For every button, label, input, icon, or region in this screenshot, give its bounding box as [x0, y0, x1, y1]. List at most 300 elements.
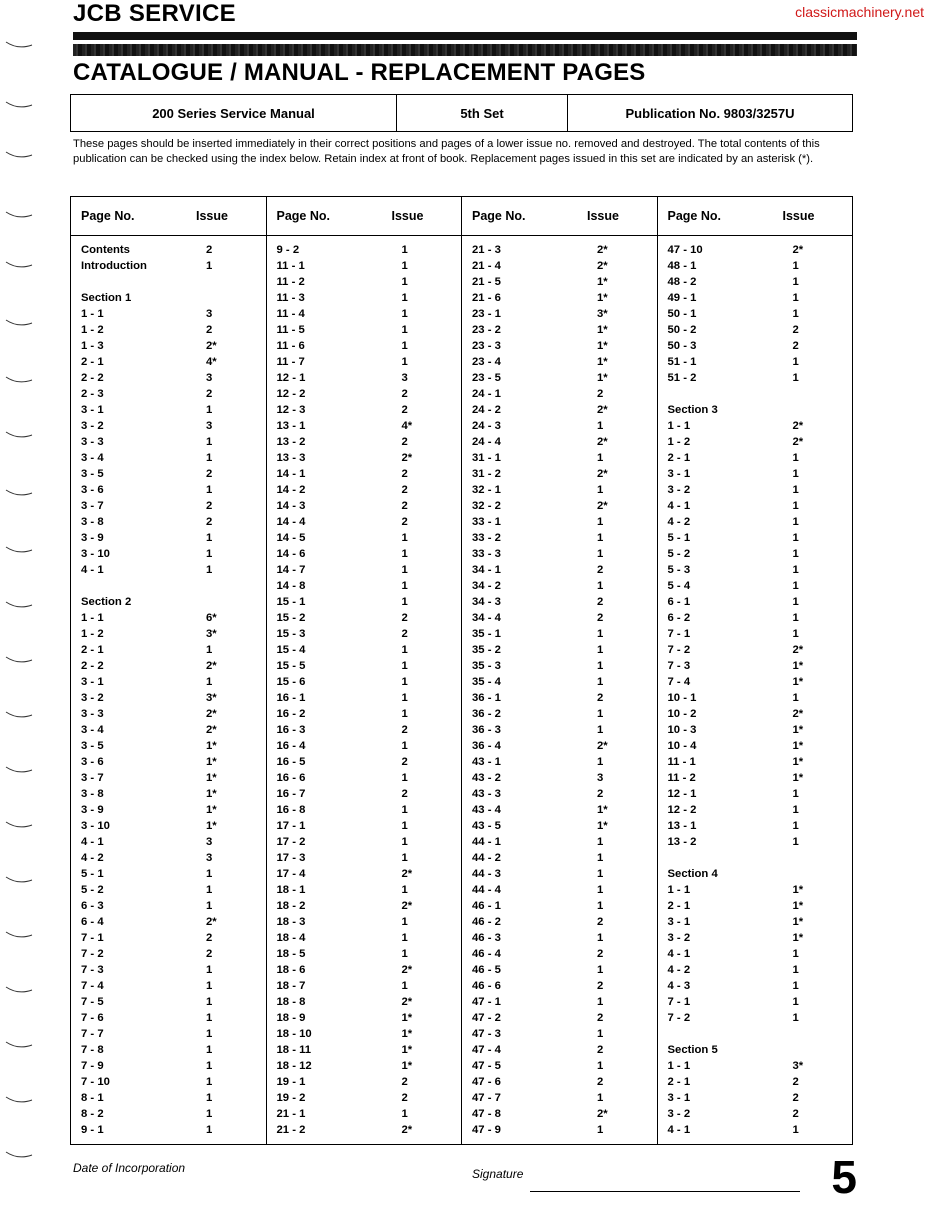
- page-number-cell: 18 - 1: [276, 884, 306, 896]
- index-row: [472, 514, 651, 530]
- index-row: [472, 482, 651, 498]
- page-number-cell: 2 - 1: [667, 1076, 691, 1088]
- issue-cell: 2*: [597, 260, 608, 272]
- issue-cell: 2: [206, 324, 213, 336]
- page-number-cell: 43 - 3: [472, 788, 501, 800]
- issue-cell: 1*: [792, 740, 804, 752]
- issue-cell: 1*: [792, 772, 804, 784]
- index-row: [277, 738, 456, 754]
- page-number-cell: 21 - 2: [276, 1124, 306, 1136]
- page-number-cell: 36 - 4: [472, 740, 501, 752]
- issue-cell: 1*: [206, 820, 217, 832]
- issue-cell: [793, 1042, 823, 1058]
- index-row: [277, 530, 456, 546]
- index-row: [81, 898, 260, 914]
- page-number-cell: 43 - 5: [472, 820, 501, 832]
- page-number-cell: 1 - 2: [81, 628, 104, 640]
- page-number-cell: 7 - 2: [667, 1012, 691, 1024]
- index-row: [81, 466, 260, 482]
- page-number-cell: 18 - 7: [276, 980, 306, 992]
- page-number-cell: 3 - 6: [81, 484, 104, 496]
- index-row: [277, 930, 456, 946]
- issue-cell: 3: [206, 836, 213, 848]
- page-number-cell: 32 - 1: [472, 484, 501, 496]
- set-number: 5th Set: [397, 95, 568, 131]
- page-number-cell: 2 - 2: [81, 660, 104, 672]
- page-number-cell: 15 - 6: [276, 676, 306, 688]
- index-row: [81, 498, 260, 514]
- index-row: [668, 898, 847, 914]
- section-heading: [81, 594, 260, 610]
- page-number-cell: 3 - 2: [667, 484, 691, 496]
- issue-cell: 1: [792, 692, 799, 704]
- page-number-cell: 17 - 4: [276, 868, 306, 880]
- index-row: [472, 818, 651, 834]
- page-number-cell: 1 - 1: [81, 308, 104, 320]
- index-row: [277, 626, 456, 642]
- issue-cell: 1: [206, 1108, 213, 1120]
- page-number-cell: 10 - 3: [667, 724, 697, 736]
- issue-cell: 1: [206, 1076, 213, 1088]
- page-number-cell: 23 - 3: [472, 340, 501, 352]
- page-number-cell: 47 - 9: [472, 1124, 501, 1136]
- issue-cell: 1: [597, 1124, 604, 1136]
- issue-cell: 1*: [597, 804, 608, 816]
- index-row: [81, 1058, 260, 1074]
- index-row: [81, 802, 260, 818]
- issue-cell: 2*: [206, 916, 217, 928]
- issue-cell: 1*: [597, 292, 608, 304]
- issue-cell: 2: [206, 388, 213, 400]
- issue-cell: 1: [597, 836, 604, 848]
- page-number-cell: Introduction: [81, 260, 147, 272]
- page-number-cell: 3 - 8: [81, 788, 104, 800]
- index-row: [472, 386, 651, 402]
- date-of-incorporation-label: Date of Incorporation: [73, 1161, 186, 1175]
- column-header: [267, 197, 462, 236]
- section-label: Section 3: [667, 404, 718, 416]
- index-row: [81, 818, 260, 834]
- issue-cell: 2: [597, 1044, 604, 1056]
- page-number-cell: 5 - 4: [667, 580, 691, 592]
- binder-hole-mark: [4, 930, 34, 940]
- page-number-cell: 7 - 1: [81, 932, 104, 944]
- index-row: [81, 610, 260, 626]
- index-row: [277, 258, 456, 274]
- issue-cell: 2: [597, 388, 604, 400]
- index-row: [277, 450, 456, 466]
- index-row: [277, 946, 456, 962]
- issue-cell: 1: [597, 868, 604, 880]
- page-number-cell: Contents: [81, 244, 130, 256]
- binder-hole-mark: [4, 430, 34, 440]
- index-row: [81, 690, 260, 706]
- index-row: [668, 1090, 847, 1106]
- page-number-cell: 6 - 3: [81, 900, 104, 912]
- binder-hole-mark: [4, 260, 34, 270]
- issue-cell: 2*: [792, 644, 804, 656]
- issue-cell: 1: [206, 868, 213, 880]
- issue-cell: 1: [792, 356, 799, 368]
- page-number-cell: 18 - 11: [276, 1044, 312, 1056]
- issue-cell: 2: [597, 1076, 604, 1088]
- page-number-cell: 4 - 2: [81, 852, 104, 864]
- page-number-cell: 1 - 1: [81, 612, 104, 624]
- issue-cell: 1: [206, 1124, 213, 1136]
- page-number-cell: 7 - 6: [81, 1012, 104, 1024]
- issue-cell: 2*: [597, 740, 608, 752]
- index-row: [277, 1026, 456, 1042]
- index-row: [472, 370, 651, 386]
- page-no-header: Page No.: [472, 209, 526, 223]
- page-number-cell: 1 - 3: [81, 340, 104, 352]
- index-row: [277, 242, 456, 258]
- index-row: [668, 258, 847, 274]
- page-number-cell: 46 - 6: [472, 980, 501, 992]
- index-row: [668, 498, 847, 514]
- issue-cell: 4*: [401, 420, 413, 432]
- issue-cell: 2*: [597, 1108, 608, 1120]
- page-number-cell: 3 - 2: [667, 1108, 691, 1120]
- index-column: [267, 197, 463, 1144]
- page-number-cell: 2 - 3: [81, 388, 104, 400]
- index-row: [81, 914, 260, 930]
- index-row: [472, 786, 651, 802]
- page-number-cell: 1 - 1: [667, 420, 691, 432]
- page-number-cell: 14 - 3: [276, 500, 306, 512]
- page-number-cell: 5 - 2: [667, 548, 691, 560]
- issue-cell: 1*: [401, 1012, 413, 1024]
- page-number-cell: 2 - 1: [81, 644, 104, 656]
- issue-cell: 1: [401, 548, 408, 560]
- page-number-cell: 21 - 4: [472, 260, 501, 272]
- index-row: [472, 546, 651, 562]
- issue-cell: [206, 594, 236, 610]
- issue-cell: 2*: [401, 1124, 413, 1136]
- page-number-cell: 47 - 7: [472, 1092, 501, 1104]
- page-number-cell: 3 - 9: [81, 532, 104, 544]
- page-number-cell: 12 - 2: [276, 388, 306, 400]
- index-row: [472, 770, 651, 786]
- index-row: [277, 642, 456, 658]
- page-number-cell: 10 - 4: [667, 740, 697, 752]
- page-number-cell: 3 - 2: [81, 692, 104, 704]
- index-row: [472, 658, 651, 674]
- index-row: [277, 866, 456, 882]
- issue-cell: 1: [792, 612, 799, 624]
- watermark-link[interactable]: classicmachinery.net: [795, 4, 924, 20]
- page-number-cell: 6 - 2: [667, 612, 691, 624]
- page-number-cell: 34 - 3: [472, 596, 501, 608]
- page-number-cell: 5 - 1: [81, 868, 104, 880]
- index-row: [277, 898, 456, 914]
- issue-cell: 1: [597, 532, 604, 544]
- issue-cell: 2*: [597, 436, 608, 448]
- index-row: [277, 322, 456, 338]
- index-row: [668, 738, 847, 754]
- issue-cell: 1*: [597, 276, 608, 288]
- issue-cell: 1: [792, 468, 799, 480]
- page-number-cell: 3 - 1: [81, 676, 104, 688]
- page-number-cell: 47 - 4: [472, 1044, 501, 1056]
- issue-cell: 2: [792, 1108, 799, 1120]
- page-number-cell: 6 - 4: [81, 916, 104, 928]
- index-row: [472, 1074, 651, 1090]
- page-number-cell: 11 - 2: [667, 772, 696, 784]
- index-row: [81, 1010, 260, 1026]
- issue-cell: 2: [401, 628, 408, 640]
- publication-number: Publication No. 9803/3257U: [625, 105, 795, 121]
- page-number-cell: 31 - 1: [472, 452, 501, 464]
- page-number-cell: 8 - 1: [81, 1092, 104, 1104]
- index-row: [472, 1122, 651, 1138]
- binder-hole-mark: [4, 875, 34, 885]
- index-column: [71, 197, 267, 1144]
- issue-cell: 1*: [206, 788, 217, 800]
- page-number-cell: 11 - 1: [276, 260, 305, 272]
- issue-cell: 1*: [792, 900, 804, 912]
- issue-cell: 1: [206, 1044, 213, 1056]
- page-number-cell: 18 - 12: [276, 1060, 312, 1072]
- page-number-cell: 35 - 4: [472, 676, 501, 688]
- index-row: [277, 610, 456, 626]
- index-row: [277, 978, 456, 994]
- index-row: [277, 962, 456, 978]
- issue-cell: 1: [401, 932, 408, 944]
- page-number-cell: 43 - 1: [472, 756, 501, 768]
- page-number-cell: 4 - 2: [667, 964, 691, 976]
- index-row: [81, 658, 260, 674]
- section-heading: [668, 866, 847, 882]
- index-row: [472, 450, 651, 466]
- page-number-cell: 2 - 2: [81, 372, 104, 384]
- page-number-cell: 31 - 2: [472, 468, 501, 480]
- issue-cell: 1: [597, 724, 604, 736]
- issue-cell: 1: [597, 884, 604, 896]
- issue-cell: 2: [597, 980, 604, 992]
- header-rule-textured: [73, 44, 857, 56]
- issue-cell: 1: [401, 532, 408, 544]
- issue-cell: 1: [206, 564, 213, 576]
- issue-cell: 1: [597, 996, 604, 1008]
- page-number-cell: 19 - 2: [276, 1092, 306, 1104]
- page-number-cell: 12 - 1: [667, 788, 697, 800]
- issue-cell: 1: [401, 644, 408, 656]
- page-number-cell: 3 - 3: [81, 436, 104, 448]
- page-number-cell: 16 - 2: [276, 708, 306, 720]
- issue-cell: 1: [792, 820, 799, 832]
- page-number-cell: 14 - 7: [276, 564, 306, 576]
- issue-cell: 1: [792, 804, 799, 816]
- index-row: [668, 338, 847, 354]
- issue-cell: 1: [206, 1092, 213, 1104]
- page-number-cell: 46 - 1: [472, 900, 501, 912]
- index-row: [277, 370, 456, 386]
- manual-title: 200 Series Service Manual: [71, 95, 397, 131]
- page-number-cell: 34 - 4: [472, 612, 501, 624]
- issue-cell: 1: [401, 772, 408, 784]
- index-row: [81, 370, 260, 386]
- index-row: [668, 834, 847, 850]
- page-number-cell: 47 - 1: [472, 996, 501, 1008]
- binder-hole-mark: [4, 318, 34, 328]
- index-row: [472, 1058, 651, 1074]
- index-row: [81, 722, 260, 738]
- issue-cell: 1*: [792, 916, 804, 928]
- issue-cell: 1: [597, 932, 604, 944]
- issue-cell: 1: [597, 964, 604, 976]
- index-row: [277, 1010, 456, 1026]
- issue-cell: 1*: [597, 356, 608, 368]
- issue-cell: 1: [597, 644, 604, 656]
- page-number-cell: 17 - 1: [276, 820, 306, 832]
- issue-cell: 1: [206, 884, 213, 896]
- index-row: [277, 562, 456, 578]
- issue-cell: 1: [792, 372, 799, 384]
- issue-cell: 2: [597, 612, 604, 624]
- issue-cell: 1: [401, 948, 408, 960]
- issue-cell: 1: [401, 676, 408, 688]
- issue-cell: 1: [792, 948, 799, 960]
- issue-cell: 2: [401, 756, 408, 768]
- issue-cell: 2*: [792, 244, 804, 256]
- issue-cell: 1: [597, 628, 604, 640]
- index-row: [668, 242, 847, 258]
- issue-cell: 2: [401, 404, 408, 416]
- issue-cell: 1: [792, 964, 799, 976]
- index-row: [472, 626, 651, 642]
- index-row: [668, 786, 847, 802]
- issue-cell: 1*: [792, 660, 804, 672]
- index-row: [472, 738, 651, 754]
- page-number-cell: 21 - 1: [276, 1108, 306, 1120]
- issue-cell: [793, 866, 823, 882]
- issue-cell: 3: [597, 772, 604, 784]
- page-number-cell: 47 - 6: [472, 1076, 501, 1088]
- index-row: [277, 1042, 456, 1058]
- index-row: [668, 594, 847, 610]
- issue-cell: 2: [597, 948, 604, 960]
- page-number-cell: 23 - 2: [472, 324, 501, 336]
- page-number-cell: 33 - 1: [472, 516, 501, 528]
- page-number-cell: 33 - 2: [472, 532, 501, 544]
- page-number-cell: 3 - 5: [81, 740, 104, 752]
- issue-cell: 2: [206, 468, 213, 480]
- index-row: [277, 274, 456, 290]
- index-row: [81, 530, 260, 546]
- index-row: [81, 546, 260, 562]
- page-number-cell: 46 - 4: [472, 948, 501, 960]
- issue-cell: 1: [206, 260, 213, 272]
- page-number-cell: 44 - 1: [472, 836, 501, 848]
- issue-cell: 1: [401, 596, 408, 608]
- index-row: [277, 1106, 456, 1122]
- issue-cell: 1: [792, 836, 799, 848]
- issue-cell: 1: [206, 996, 213, 1008]
- index-row: [472, 690, 651, 706]
- page-number-cell: 17 - 3: [276, 852, 306, 864]
- index-row: [472, 946, 651, 962]
- index-row: [81, 258, 260, 274]
- issue-cell: 1: [792, 628, 799, 640]
- page-number-cell: 7 - 8: [81, 1044, 104, 1056]
- index-row: [277, 402, 456, 418]
- row-spacer: [668, 1026, 847, 1042]
- page-number-cell: 47 - 3: [472, 1028, 501, 1040]
- issue-cell: 3: [206, 420, 213, 432]
- publication-box: [70, 94, 853, 132]
- column-header: [71, 197, 266, 236]
- issue-cell: 1: [206, 1012, 213, 1024]
- issue-cell: 1: [401, 580, 408, 592]
- index-row: [277, 434, 456, 450]
- page-number-cell: 7 - 3: [667, 660, 691, 672]
- issue-cell: 1*: [792, 884, 804, 896]
- page-number-cell: 4 - 1: [81, 564, 104, 576]
- index-row: [81, 866, 260, 882]
- index-row: [472, 1090, 651, 1106]
- page-number-cell: 46 - 5: [472, 964, 501, 976]
- issue-cell: 1: [792, 788, 799, 800]
- issue-cell: 1: [792, 532, 799, 544]
- issue-cell: 2: [401, 468, 408, 480]
- index-row: [668, 818, 847, 834]
- index-row: [668, 946, 847, 962]
- issue-cell: 2: [401, 436, 408, 448]
- page-number-cell: 7 - 5: [81, 996, 104, 1008]
- index-row: [668, 994, 847, 1010]
- page-number-cell: 3 - 7: [81, 772, 104, 784]
- binder-hole-mark: [4, 210, 34, 220]
- index-row: [668, 562, 847, 578]
- index-row: [81, 834, 260, 850]
- issue-cell: 1: [792, 292, 799, 304]
- page-number-cell: 16 - 3: [276, 724, 306, 736]
- index-row: [277, 1058, 456, 1074]
- page-number-cell: 14 - 8: [276, 580, 306, 592]
- issue-cell: 3*: [597, 308, 608, 320]
- page-number-cell: 18 - 9: [276, 1012, 306, 1024]
- index-row: [668, 802, 847, 818]
- index-row: [472, 610, 651, 626]
- issue-cell: 1: [792, 1124, 799, 1136]
- page-number-cell: 6 - 1: [667, 596, 691, 608]
- page-number-cell: 3 - 4: [81, 452, 104, 464]
- issue-cell: 1: [401, 820, 408, 832]
- index-row: [81, 994, 260, 1010]
- index-row: [81, 418, 260, 434]
- binder-hole-mark: [4, 1150, 34, 1160]
- issue-cell: 2: [206, 500, 213, 512]
- issue-cell: 1*: [597, 820, 608, 832]
- signature-line: [530, 1191, 800, 1192]
- issue-cell: 1: [792, 596, 799, 608]
- index-row: [81, 1042, 260, 1058]
- index-row: [277, 722, 456, 738]
- issue-cell: 2*: [401, 964, 413, 976]
- page-number-cell: 7 - 7: [81, 1028, 104, 1040]
- issue-cell: 1: [792, 564, 799, 576]
- page-number-cell: 7 - 1: [667, 996, 691, 1008]
- issue-cell: 3: [206, 372, 213, 384]
- index-row: [81, 338, 260, 354]
- index-row: [277, 386, 456, 402]
- page-number-cell: 11 - 1: [667, 756, 696, 768]
- index-row: [472, 338, 651, 354]
- issue-cell: 1: [792, 452, 799, 464]
- issue-cell: 2: [792, 1092, 799, 1104]
- issue-cell: 4*: [206, 356, 217, 368]
